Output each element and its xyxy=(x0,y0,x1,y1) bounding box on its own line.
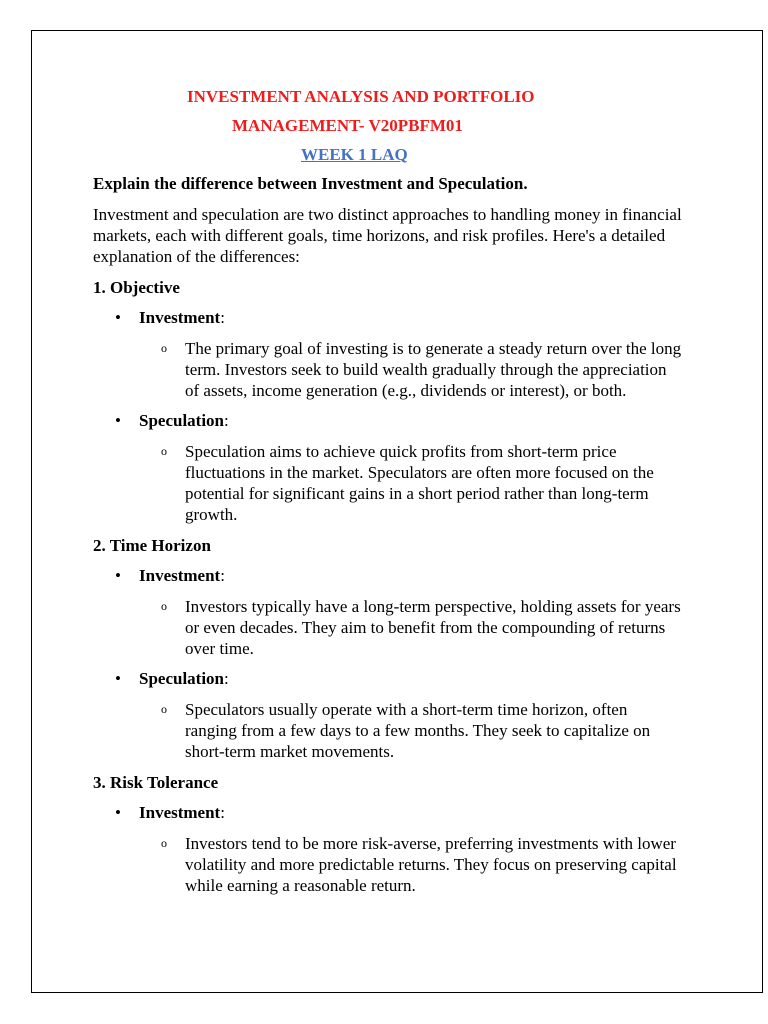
bullet-icon: • xyxy=(115,411,121,430)
bullet-item xyxy=(93,565,683,586)
intro-paragraph: Investment and speculation are two distinct approaches to handling money in financial markets, each with different goals, time horizons, and risk profiles. Here's a detailed explanation of the differences: xyxy=(93,205,682,266)
sub-bullet-text: Speculators usually operate with a short-term time horizon, often ranging from a few days to a few months. They seek to capitalize on short-term market movements. xyxy=(185,700,651,761)
bullet-label: Investment xyxy=(139,308,221,327)
bullet-item xyxy=(93,410,683,431)
sub-bullet-icon: o xyxy=(161,836,167,850)
sub-bullet-item xyxy=(93,338,683,401)
section-heading: 3. Risk Tolerance xyxy=(93,773,219,792)
document-content xyxy=(93,86,683,896)
sections-container xyxy=(93,277,683,896)
sub-bullet-item xyxy=(93,833,683,896)
bullet-label: Investment xyxy=(139,566,221,585)
sub-bullet-item xyxy=(93,596,683,659)
sub-bullet-text: The primary goal of investing is to generate a steady return over the long term. Investors seek to build wealth gradually through the appreciation of assets, income generation (e.g., dividends or interest), or both. xyxy=(185,339,682,400)
sub-bullet-item xyxy=(93,441,683,525)
bullet-label: Speculation xyxy=(139,411,225,430)
bullet-icon: • xyxy=(115,566,121,585)
bullet-icon: • xyxy=(115,803,121,822)
bullet-colon: : xyxy=(224,411,229,430)
section-heading: 2. Time Horizon xyxy=(93,536,211,555)
bullet-item xyxy=(93,802,683,823)
bullet-colon: : xyxy=(220,803,225,822)
bullet-colon: : xyxy=(220,308,225,327)
week-link[interactable]: WEEK 1 LAQ xyxy=(301,145,408,164)
bullet-icon: • xyxy=(115,308,121,327)
sub-bullet-text: Investors tend to be more risk-averse, preferring investments with lower volatility and more predictable returns. They focus on preserving capital while earning a reasonable return. xyxy=(185,834,677,895)
sub-bullet-icon: o xyxy=(161,444,167,458)
sub-bullet-icon: o xyxy=(161,341,167,355)
section-heading: 1. Objective xyxy=(93,278,180,297)
question-heading: Explain the difference between Investment and Speculation. xyxy=(93,174,528,193)
bullet-colon: : xyxy=(220,566,225,585)
bullet-label: Investment xyxy=(139,803,221,822)
sub-bullet-icon: o xyxy=(161,599,167,613)
bullet-item xyxy=(93,307,683,328)
bullet-label: Speculation xyxy=(139,669,225,688)
sub-bullet-text: Investors typically have a long-term perspective, holding assets for years or even decades. They aim to benefit from the compounding of returns over time. xyxy=(185,597,681,658)
document-title-line1: INVESTMENT ANALYSIS AND PORTFOLIO xyxy=(187,87,535,106)
bullet-colon: : xyxy=(224,669,229,688)
document-title-line2: MANAGEMENT- V20PBFM01 xyxy=(232,116,463,135)
sub-bullet-text: Speculation aims to achieve quick profits from short-term price fluctuations in the market. Speculators are often more focused on the potential for significant gains in a short period rather than long-term growth. xyxy=(185,442,654,524)
sub-bullet-icon: o xyxy=(161,702,167,716)
bullet-icon: • xyxy=(115,669,121,688)
bullet-item xyxy=(93,668,683,689)
sub-bullet-item xyxy=(93,699,683,762)
